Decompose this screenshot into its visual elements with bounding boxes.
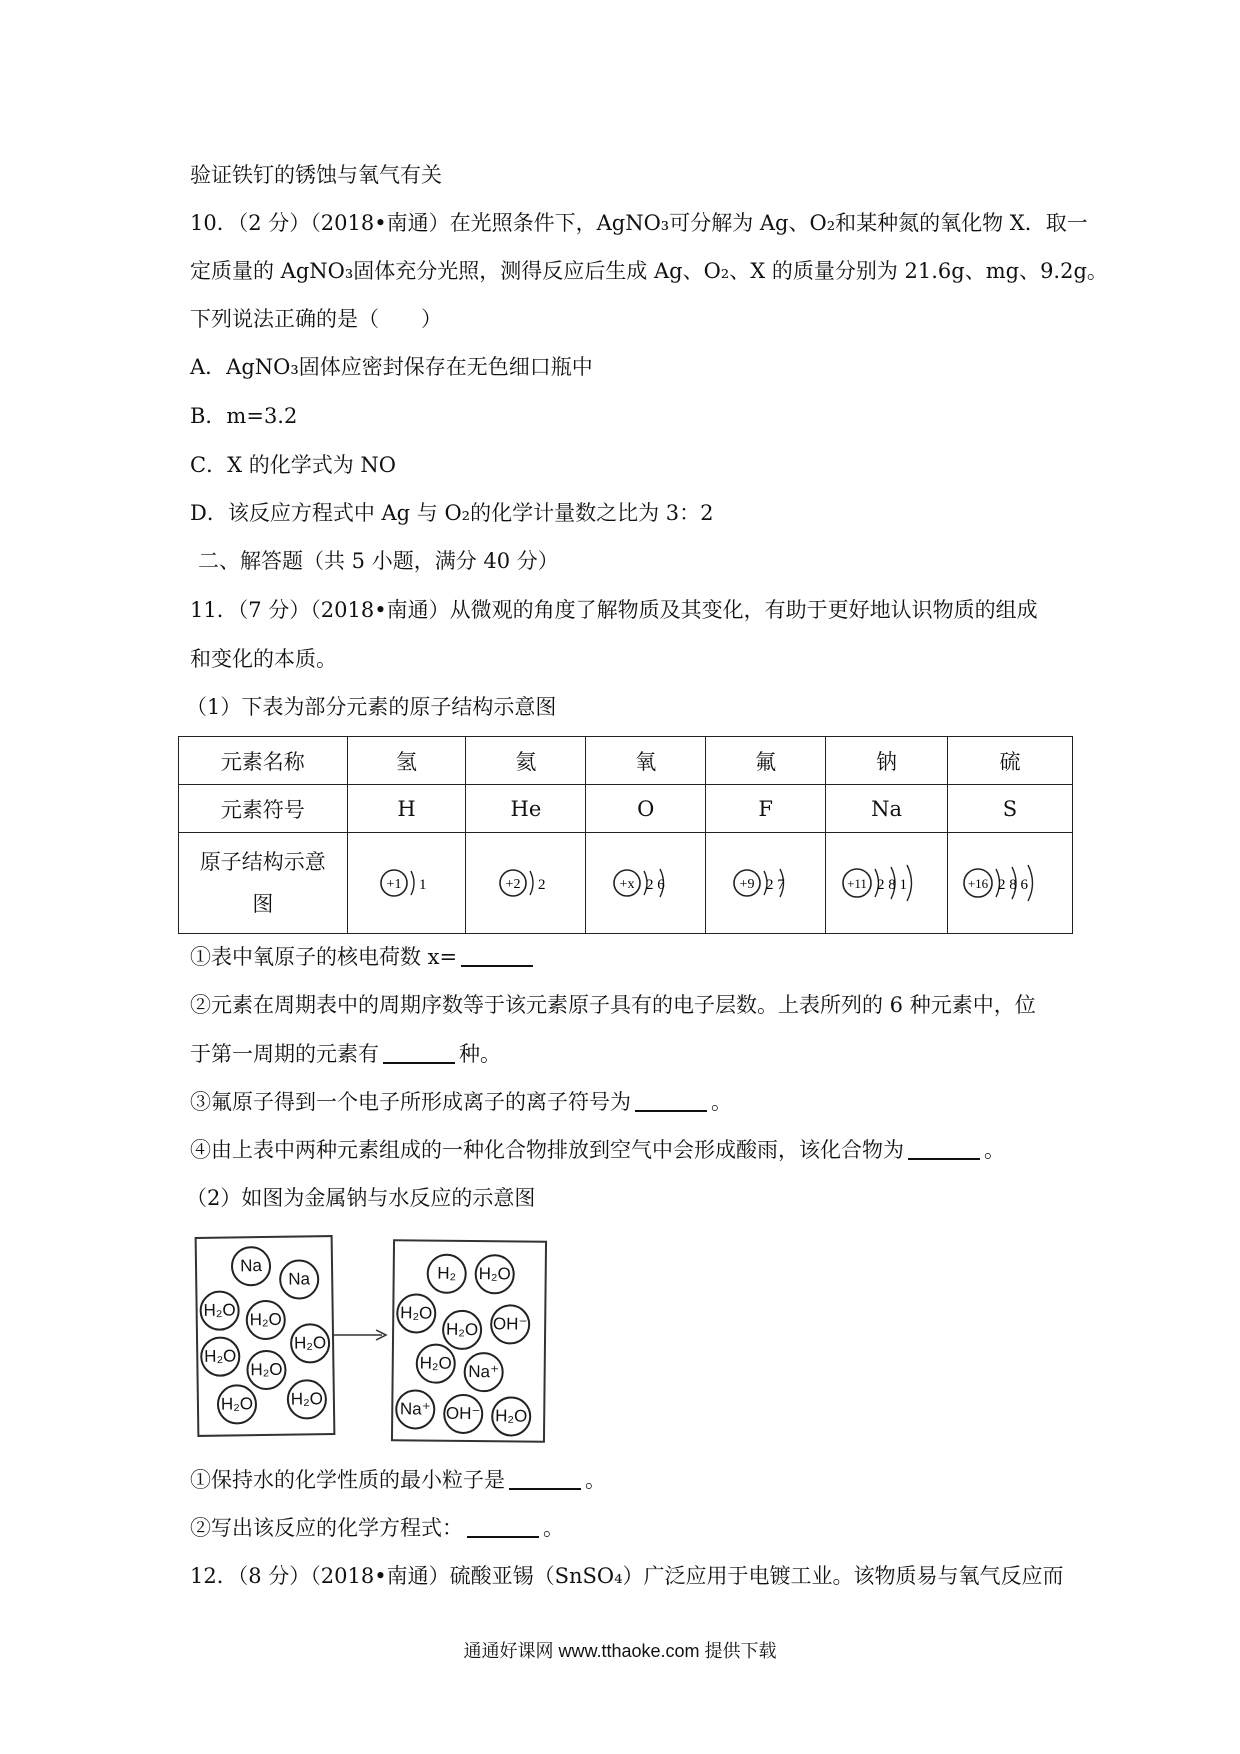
subquestion-2-line1: ②元素在周期表中的周期序数等于该元素原子具有的电子层数。上表所列的 6 种元素中，位 [190, 993, 1036, 1017]
molecule-h2o: H₂O [245, 1300, 286, 1341]
molecule-h2o: H₂O [199, 1290, 240, 1331]
question-10-line1: 10．（2 分）（2018•南通）在光照条件下，AgNO₃可分解为 Ag、O₂和某种氮的氧化物 X．取一 [190, 211, 1088, 235]
subquestion-2-text: 于第一周期的元素有 [190, 1042, 379, 1066]
atom-diagram-fluorine [730, 859, 802, 907]
subquestion-2-suffix: 种。 [459, 1042, 501, 1066]
cell-name: 氢 [347, 737, 466, 785]
part2-subquestion-1-text: ①保持水的化学性质的最小粒子是 [190, 1468, 505, 1492]
question-11-line2: 和变化的本质。 [190, 647, 337, 671]
cell-atom [347, 833, 466, 934]
cell-atom [466, 833, 586, 934]
option-d: D．该反应方程式中 Ag 与 O₂的化学计量数之比为 3：2 [190, 501, 714, 525]
nucleus-label: +16 [967, 876, 989, 891]
subquestion-4-suffix: 。 [984, 1138, 1005, 1162]
molecule-na-plus: Na⁺ [395, 1389, 435, 1429]
subquestion-3 [190, 1087, 732, 1117]
diagram-before-box [195, 1235, 336, 1437]
question-10-line3: 下列说法正确的是（ ） [190, 307, 442, 331]
table-row-symbols [179, 785, 1073, 833]
reaction-arrow-icon [332, 1328, 390, 1342]
molecule-oh-minus: OH⁻ [490, 1304, 530, 1344]
molecule-h2o: H₂O [474, 1254, 514, 1294]
section-heading: 二、解答题（共 5 小题，满分 40 分） [198, 549, 559, 573]
table-row-structures [179, 833, 1073, 934]
atom-diagram-oxygen [610, 859, 682, 907]
cell-atom [706, 833, 826, 934]
molecule-na: Na [231, 1246, 272, 1287]
answer-blank[interactable] [467, 1516, 539, 1538]
subquestion-4-text: ④由上表中两种元素组成的一种化合物排放到空气中会形成酸雨，该化合物为 [190, 1138, 904, 1162]
molecule-na: Na [279, 1259, 320, 1300]
nucleus-label: +x [619, 877, 635, 892]
cell-symbol: He [466, 785, 586, 833]
answer-blank[interactable] [383, 1042, 455, 1064]
row-header-structure [179, 833, 348, 934]
cell-symbol: F [706, 785, 826, 833]
molecule-h2o: H₂O [246, 1350, 287, 1391]
subquestion-3-text: ③氟原子得到一个电子所形成离子的离子符号为 [190, 1090, 631, 1114]
electron-label: 2 8 1 [876, 877, 907, 893]
question-11-line1: 11．（7 分）（2018•南通）从微观的角度了解物质及其变化，有助于更好地认识物质的组成 [190, 598, 1038, 622]
question-10-line2: 定质量的 AgNO₃固体充分光照，测得反应后生成 Ag、O₂、X 的质量分别为 21.6g、mg、9.2g。 [190, 259, 1108, 283]
part2-subquestion-2-suffix: 。 [543, 1516, 564, 1540]
part2-subquestion-2 [190, 1513, 564, 1543]
text-line: 验证铁钉的锈蚀与氧气有关 [190, 163, 442, 187]
element-table [178, 736, 1073, 934]
nucleus-label: +9 [739, 877, 755, 892]
molecule-h2o: H₂O [442, 1310, 482, 1350]
cell-symbol: H [347, 785, 466, 833]
cell-name: 钠 [826, 737, 948, 785]
row-header-structure-line2: 图 [252, 892, 274, 916]
answer-blank[interactable] [635, 1090, 707, 1112]
molecule-h2o: H₂O [290, 1323, 331, 1364]
table-row-names [179, 737, 1073, 785]
nucleus-label: +11 [846, 876, 867, 891]
atom-diagram-sulfur [960, 857, 1060, 909]
subquestion-2-line2 [190, 1039, 501, 1069]
molecule-h2o: H₂O [396, 1293, 436, 1333]
row-header-symbol: 元素符号 [179, 785, 348, 833]
row-header-name: 元素名称 [179, 737, 348, 785]
nucleus-label: +2 [505, 877, 521, 892]
subquestion-1 [190, 942, 537, 972]
subquestion-4 [190, 1135, 1005, 1165]
cell-name: 氧 [586, 737, 706, 785]
option-a: A．AgNO₃固体应密封保存在无色细口瓶中 [190, 355, 593, 379]
cell-symbol: S [948, 785, 1073, 833]
cell-name: 氦 [466, 737, 586, 785]
cell-name: 氟 [706, 737, 826, 785]
answer-blank[interactable] [461, 945, 533, 967]
nucleus-label: +1 [386, 877, 401, 892]
option-b: B．m=3.2 [190, 404, 298, 428]
question-11-part2: （2）如图为金属钠与水反应的示意图 [186, 1186, 536, 1210]
electron-label: 2 [537, 877, 546, 893]
cell-symbol: Na [826, 785, 948, 833]
electron-label: 2 8 6 [998, 877, 1028, 893]
molecule-h2o: H₂O [416, 1343, 456, 1383]
answer-blank[interactable] [509, 1468, 581, 1490]
part2-subquestion-1 [190, 1465, 606, 1495]
molecule-h2o: H₂O [200, 1336, 241, 1377]
molecule-na-plus: Na⁺ [463, 1352, 503, 1392]
molecule-oh-minus: OH⁻ [443, 1394, 483, 1434]
atom-diagram-helium [496, 859, 556, 907]
row-header-structure-line1: 原子结构示意 [199, 850, 326, 874]
cell-atom [826, 833, 948, 934]
molecule-h2o: H₂O [217, 1384, 258, 1425]
electron-label: 2 6 [645, 877, 665, 893]
question-11-part1: （1）下表为部分元素的原子结构示意图 [186, 695, 557, 719]
molecule-h2o: H₂O [287, 1379, 328, 1420]
electron-label: 1 [418, 877, 427, 893]
question-12-line1: 12．（8 分）（2018•南通）硫酸亚锡（SnSO₄）广泛应用于电镀工业。该物质易与氧气反应而 [190, 1564, 1064, 1588]
atom-diagram-hydrogen [377, 859, 437, 907]
cell-symbol: O [586, 785, 706, 833]
molecule-h2o: H₂O [491, 1396, 531, 1436]
molecule-h2: H₂ [426, 1254, 466, 1294]
part2-subquestion-1-suffix: 。 [585, 1468, 606, 1492]
subquestion-1-text: ①表中氧原子的核电荷数 x= [190, 945, 458, 969]
atom-diagram-sodium [839, 857, 935, 909]
diagram-after-box [391, 1239, 547, 1443]
subquestion-3-suffix: 。 [711, 1090, 732, 1114]
cell-atom [948, 833, 1073, 934]
electron-label: 2 7 [765, 877, 785, 893]
part2-subquestion-2-text: ②写出该反应的化学方程式： [190, 1516, 463, 1540]
cell-name: 硫 [948, 737, 1073, 785]
option-c: C．X 的化学式为 NO [190, 453, 396, 477]
cell-atom [586, 833, 706, 934]
answer-blank[interactable] [908, 1138, 980, 1160]
page-footer: 通通好课网 www.tthaoke.com 提供下载 [463, 1641, 777, 1661]
